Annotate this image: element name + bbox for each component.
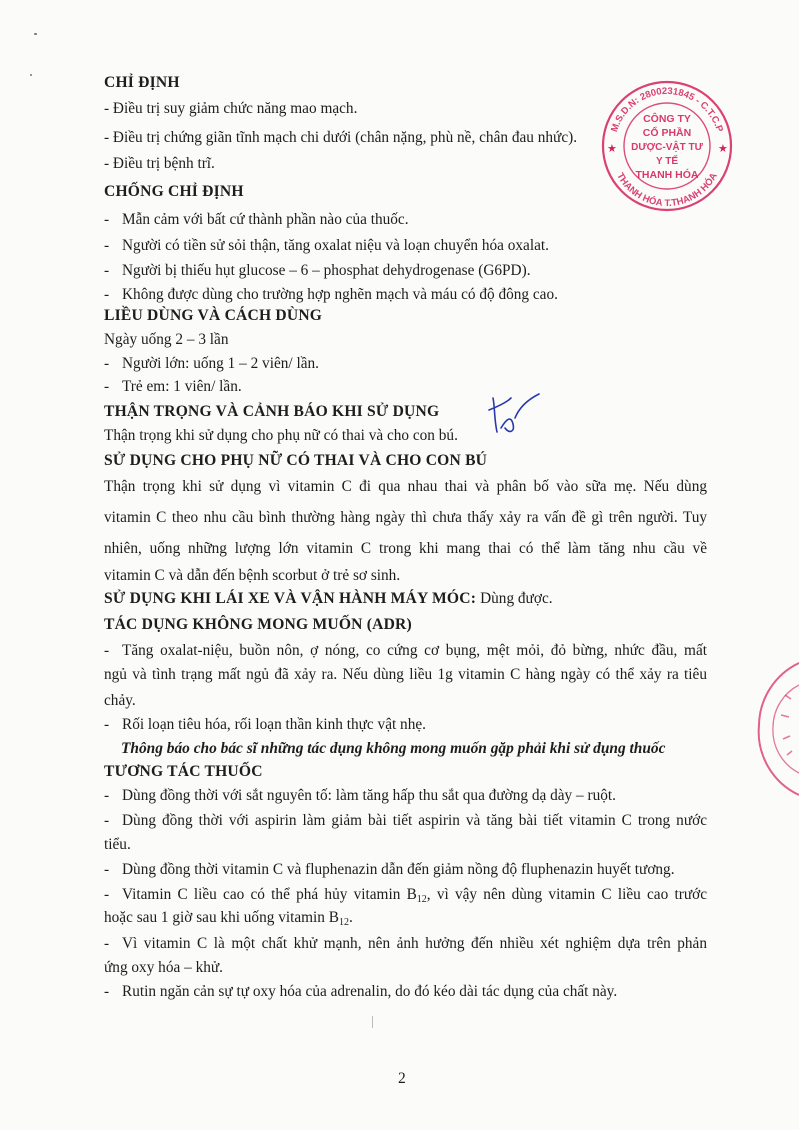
stamp-star-right: ★ — [718, 143, 728, 155]
bullet: - — [104, 262, 110, 279]
paragraph-line: Tăng oxalat-niệu, buồn nôn, ợ nóng, co cứng cơ bụng, mệt mỏi, đỏ bừng, nhức đầu, mất — [122, 642, 707, 659]
list-item: Dùng đồng thời vitamin C và fluphenazin dẫn đến giảm nồng độ fluphenazin huyết tương. — [122, 861, 675, 878]
list-item: Người lớn: uống 1 – 2 viên/ lần. — [122, 355, 319, 372]
paragraph-line: vitamin C theo nhu cầu bình thường hàng ngày thì chưa thấy xảy ra vấn đề gì trên người. Tuy — [104, 509, 707, 526]
bullet: - — [104, 355, 110, 372]
bullet: - — [104, 211, 110, 228]
scan-speck — [34, 33, 37, 35]
list-item: Mẫn cảm với bất cứ thành phần nào của thuốc. — [122, 211, 409, 228]
paragraph-line — [104, 909, 353, 927]
heading-than-trong: THẬN TRỌNG VÀ CẢNH BÁO KHI SỬ DỤNG — [104, 403, 440, 420]
paragraph-line: Thận trọng khi sử dụng vì vitamin C đi qua nhau thai và phân bố vào sữa mẹ. Nếu dùng — [104, 478, 707, 495]
text-run: Vitamin C liều cao có thể phá hủy vitamin B — [122, 886, 417, 903]
paragraph-line: tiểu. — [104, 836, 131, 853]
scan-mark — [372, 1016, 373, 1028]
bullet: - — [104, 983, 110, 1000]
paragraph-line: nhiên, uống những lượng lớn vitamin C trong khi mang thai có thể làm tăng nhu cầu về — [104, 540, 707, 557]
handwritten-signature — [485, 388, 547, 440]
text-run: hoặc sau 1 giờ sau khi uống vitamin B — [104, 909, 339, 926]
subscript: 12 — [338, 917, 349, 928]
dosage-intro: Ngày uống 2 – 3 lần — [104, 331, 229, 348]
page-number: 2 — [398, 1070, 406, 1087]
subscript: 12 — [416, 894, 427, 905]
list-item: Dùng đồng thời với sắt nguyên tố: làm tăng hấp thu sắt qua đường dạ dày – ruột. — [122, 787, 616, 804]
bullet: - — [104, 642, 110, 659]
heading-tuong-tac: TƯƠNG TÁC THUỐC — [104, 763, 263, 780]
stamp-line: DƯỢC-VẬT TƯ — [631, 142, 703, 153]
paragraph-line: Vì vitamin C là một chất khử mạnh, nên ảnh hưởng đến nhiều xét nghiệm dựa trên phản — [122, 935, 707, 952]
paragraph-line — [122, 886, 707, 904]
bullet: - — [104, 378, 110, 395]
scan-speck — [30, 74, 32, 76]
paragraph-line: vitamin C và dẫn đến bệnh scorbut ở trẻ sơ sinh. — [104, 567, 401, 584]
bullet: - — [104, 286, 110, 303]
heading-phu-nu-co-thai: SỬ DỤNG CHO PHỤ NỮ CÓ THAI VÀ CHO CON BÚ — [104, 452, 488, 469]
heading-chi-dinh: CHỈ ĐỊNH — [104, 74, 180, 91]
stamp-line: CỔ PHẦN — [642, 127, 692, 139]
company-stamp — [597, 76, 737, 216]
stamp-line: THANH HÓA — [635, 169, 699, 181]
stamp-ring-bottom: THANH HÓA T.THANH HÓA — [614, 171, 720, 210]
bullet: - — [104, 861, 110, 878]
stamp-line: CÔNG TY — [643, 113, 691, 125]
paragraph-line: Dùng đồng thời với aspirin làm giảm bài tiết aspirin và tăng bài tiết vitamin C trong nước — [122, 812, 707, 829]
driving-text: Dùng được. — [480, 590, 553, 607]
list-item: - Điều trị chứng giãn tĩnh mạch chi dưới (chân nặng, phù nề, chân đau nhức). — [104, 129, 578, 146]
paragraph-line: ứng oxy hóa – khử. — [104, 959, 223, 976]
paragraph-line: chảy. — [104, 692, 136, 709]
bullet: - — [104, 787, 110, 804]
adr-note: Thông báo cho bác sĩ những tác dụng không mong muốn gặp phải khi sử dụng thuốc — [121, 740, 666, 757]
text-run: . — [348, 909, 353, 926]
bullet: - — [104, 812, 110, 829]
paragraph-line: ngủ và tình trạng mất ngủ đã xảy ra. Nếu dùng liều 1g vitamin C hàng ngày có thể xảy ra tiêu — [104, 666, 707, 683]
heading-lieu-dung: LIỀU DÙNG VÀ CÁCH DÙNG — [104, 307, 323, 324]
bullet: - — [104, 935, 110, 952]
list-item: - Điều trị suy giảm chức năng mao mạch. — [104, 100, 358, 117]
bullet: - — [104, 716, 110, 733]
list-item: Rối loạn tiêu hóa, rối loạn thần kinh thực vật nhẹ. — [122, 716, 426, 733]
driving-line — [104, 590, 553, 608]
text-run: , vì vậy nên dùng vitamin C liều cao trước — [426, 886, 707, 903]
heading-lai-xe: SỬ DỤNG KHI LÁI XE VÀ VẬN HÀNH MÁY MÓC: — [104, 590, 477, 607]
paragraph: Thận trọng khi sử dụng cho phụ nữ có thai và cho con bú. — [104, 427, 458, 444]
heading-adr: TÁC DỤNG KHÔNG MONG MUỐN (ADR) — [104, 616, 412, 633]
heading-chong-chi-dinh: CHỐNG CHỈ ĐỊNH — [104, 183, 244, 200]
bullet: - — [104, 886, 110, 903]
stamp-star-left: ★ — [607, 143, 617, 155]
list-item: Rutin ngăn cản sự tự oxy hóa của adrenalin, do đó kéo dài tác dụng của chất này. — [122, 983, 618, 1000]
partial-stamp — [755, 655, 799, 805]
list-item: Trẻ em: 1 viên/ lần. — [122, 378, 242, 395]
stamp-line: Y TẾ — [655, 156, 679, 167]
list-item: Người bị thiếu hụt glucose – 6 – phosphat dehydrogenase (G6PD). — [122, 262, 531, 279]
stamp-ring-top: M.S.D.N: 2800231845 - C.T.C.P — [609, 85, 725, 134]
list-item: Không được dùng cho trường hợp nghẽn mạch và máu có độ đông cao. — [122, 286, 558, 303]
list-item: - Điều trị bệnh trĩ. — [104, 155, 215, 172]
list-item: Người có tiền sử sỏi thận, tăng oxalat niệu và loạn chuyển hóa oxalat. — [122, 237, 549, 254]
bullet: - — [104, 237, 110, 254]
